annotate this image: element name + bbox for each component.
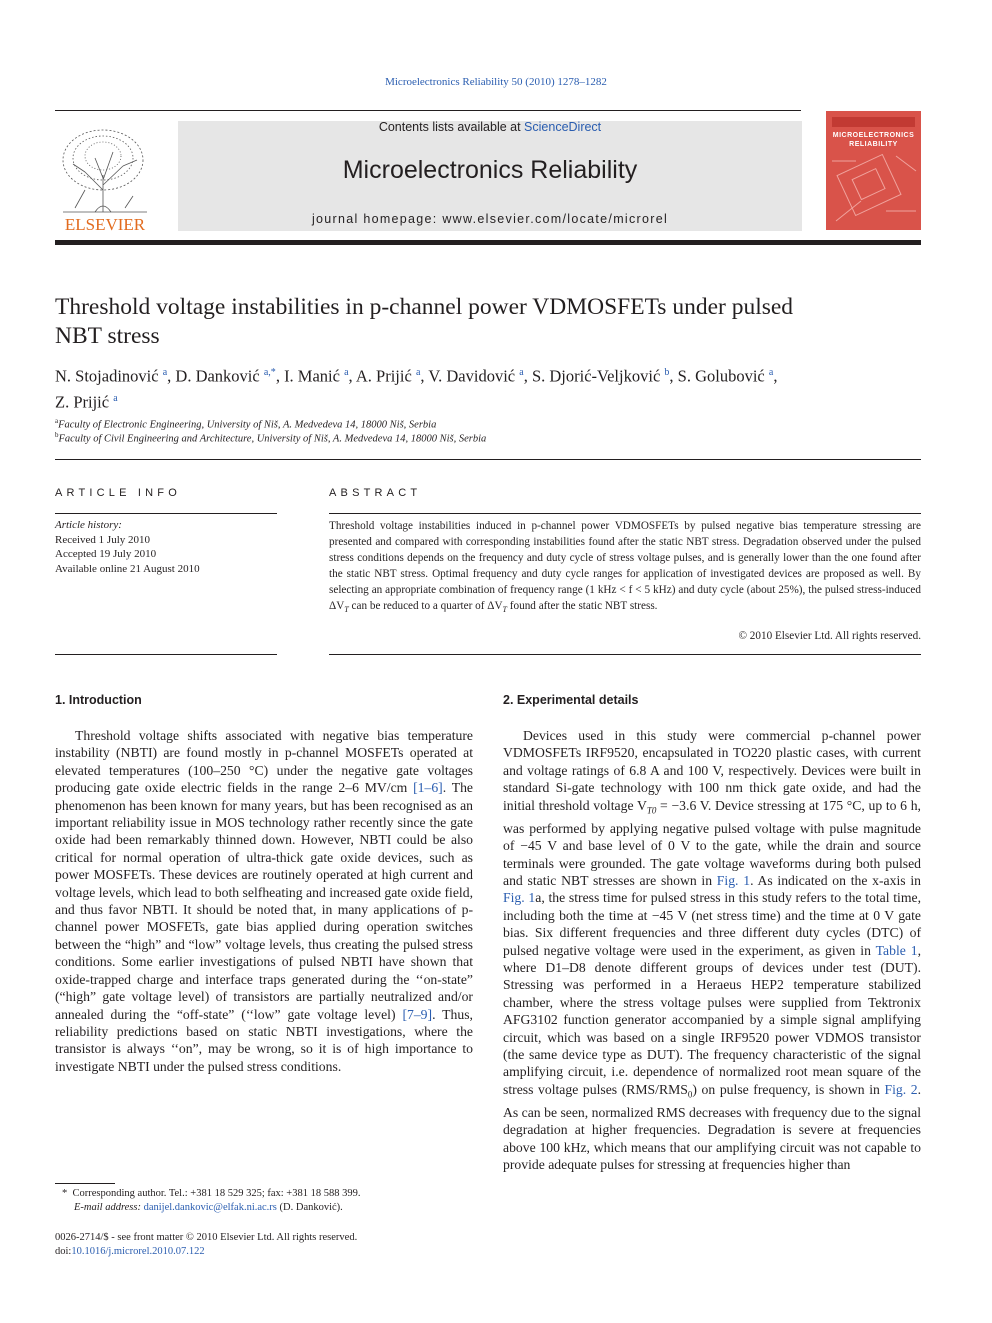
text-run: . As can be seen, normalized RMS decreases with frequency due to the signal degradation at higher frequencies. Degradation is severe at frequencies above 100 kHz, which means that our amplifying circuit was not capable to provide adequate pulses for stressing at frequencies higher than [503,1081,921,1173]
table-link[interactable]: Table 1 [875,942,918,958]
figure-link[interactable]: Fig. 1 [503,890,536,906]
author-name: Z. Prijić [55,392,110,411]
cover-title-line1: MICROELECTRONICS [832,132,915,139]
author-line-2 [55,388,921,414]
affiliation-b [55,431,921,445]
author-affiliation-marker[interactable]: a,* [263,367,276,378]
affiliation-a [55,417,921,431]
article-info-rule [55,513,277,514]
section-1-body [55,727,473,1075]
affiliation-rule [55,459,921,460]
sciencedirect-link[interactable]: ScienceDirect [524,120,602,134]
section-1-heading: 1. Introduction [55,693,142,707]
figure-link[interactable]: Fig. 2 [884,1081,918,1097]
text-run: a, the stress time for pulsed stress in this study refers to the total time, including both the time at −45 V (net stress time) and the time at 0 V gate bias. Six different frequencies and three different duty cycles (DTC) of pulsed negative voltage were used in the experiment, as given in [503,890,921,958]
author-name: A. Prijić [355,366,412,386]
author-name: N. Stojadinović [55,366,159,386]
reference-link[interactable]: [1–6] [413,780,443,796]
doi-line [55,1245,473,1259]
article-info-heading: ARTICLE INFO [55,487,181,499]
author-name: S. Djorić-Veljković [531,366,661,386]
section-1-paragraph [55,727,473,1075]
abstract-body [329,518,921,619]
author-name: V. Davidović [428,366,516,386]
reference-link[interactable]: [7–9] [402,1006,433,1022]
masthead-rule [55,240,921,245]
author-affiliation-marker[interactable]: a [113,392,118,404]
abstract-copyright: © 2010 Elsevier Ltd. All rights reserved. [738,630,921,642]
history-label: Article history: [55,519,122,531]
author-affiliation-marker[interactable]: a [519,367,524,378]
author-line-1: N. Stojadinović $^a$, D. Danković $^{a,*}$, I. Manić $^a$, A. Prijić $^a$, V. Davidović $^a$, S. Djorić-Veljković $^b$, S. Golubović $^a$, [55,366,778,386]
abstract-bottom-rule [329,654,921,655]
text-run: , where D1–D8 denote different groups of devices under test (DUT). Stressing was performed in a Heraeus HEP2 temperature stabilized chamber, where the stress voltage pulses were supplied from Tektronix AFG3102 function generator accompanied by a simple signal amplifying circuit, which was based on a single IRF9520 power VDMOS transistor (the same device type as DUT). The frequency characteristic of the signal amplifying circuit, i.e. dependence of normalized root mean square of the stress voltage pulses (RMS/RMS [503,942,921,1097]
elsevier-logo [55,120,155,235]
elsevier-wordmark: ELSEVIER [64,215,146,234]
corresponding-author-note [62,1187,473,1201]
text-run: ) on pulse frequency, is shown in [692,1081,885,1097]
author-affiliation-marker[interactable]: b [664,367,670,378]
affiliation-marker: a [55,417,59,425]
author-list [55,362,921,413]
figure-link[interactable]: Fig. 1 [716,872,751,888]
author-affiliation-marker[interactable]: a [415,367,421,378]
online-date: Available online 21 August 2010 [55,562,200,575]
corresponding-text: Corresponding author. Tel.: +381 18 529 325; fax: +381 18 588 399. [72,1188,361,1199]
email-note [62,1201,473,1215]
section-2-heading: 2. Experimental details [503,693,639,707]
subscript-t: T [502,605,507,615]
contents-prefix: Contents lists available at [378,120,525,134]
subscript-t0: T0 [646,805,657,816]
contents-line [178,120,802,134]
abstract-text-mid: can be reduced to a quarter of ΔV [348,600,503,613]
affiliation-text: Faculty of Civil Engineering and Architecture, University of Niš, A. Medvedeva 14, 18000 Niš, Serbia [58,433,487,445]
received-date: Received 1 July 2010 [55,533,151,546]
author-name: D. Danković [175,366,260,386]
cover-circuit-icon [826,111,921,230]
cover-title-line2: RELIABILITY [849,141,898,148]
text-run: Threshold voltage shifts associated with negative bias temperature instability (NBTI) are found mostly in p-channel MOSFETs operated at elevated temperatures (100–250 °C) under the negative gate voltages producing gate oxide electric fields in the range 2–6 MV/cm [55,728,473,796]
text-run: . Thus, reliability predictions based on static NBTI investigations, where the transistor is always ‘‘on”, may be wrong, so it is of high importance to investigate NBTI under the pulsed stress conditions. [55,1006,473,1074]
footnote-rule [55,1183,115,1184]
abstract-text-end: found after the static NBT stress. [507,600,658,613]
email-label: E-mail address: [74,1202,144,1213]
email-link[interactable]: danijel.dankovic@elfak.ni.ac.rs [143,1202,277,1213]
author-affiliation-marker[interactable]: a [768,367,774,378]
footnote-mark: * [62,1188,68,1199]
email-suffix: (D. Danković). [276,1202,343,1213]
article-title [55,293,921,351]
journal-homepage [178,212,802,226]
article-title-line1: Threshold voltage instabilities in p-channel power VDMOSFETs under pulsed [55,294,794,320]
elsevier-tree-icon [55,120,155,235]
section-2-body [503,727,921,1174]
abstract-rule [329,513,921,514]
text-run: Devices used in this study were commercial p-channel power VDMOSFETs IRF9520, encapsulated in TO220 plastic cases, with current and voltage ratings of 6.8 A and 100 V, respectively. Devices were built in standard Si-gate technology with 100 nm thick gate oxide, and had the initial threshold voltage V [503,728,921,813]
section-2-paragraph [503,727,921,1174]
author-affiliation-marker[interactable]: a [344,367,349,378]
subscript-0: 0 [687,1089,693,1100]
issn-line: 0026-2714/$ - see front matter © 2010 Elsevier Ltd. All rights reserved. [55,1232,358,1243]
doi-link[interactable]: 10.1016/j.microrel.2010.07.122 [71,1246,205,1257]
accepted-date: Accepted 19 July 2010 [55,548,157,560]
header-rule [55,110,801,111]
author-name: S. Golubović [677,366,765,386]
journal-name: Microelectronics Reliability [342,156,638,184]
homepage-prefix: journal homepage: [311,212,443,226]
journal-cover [826,111,921,230]
homepage-url[interactable]: www.elsevier.com/locate/microrel [442,212,669,226]
doi-label: doi: [55,1246,72,1257]
front-matter [55,1231,473,1259]
article-info-bottom-rule [55,654,277,655]
subscript-t: T [344,605,349,615]
abstract-text: Threshold voltage instabilities induced in p-channel power VDMOSFETs by pulsed negative bias temperature stressing are presented and compared with corresponding instabilities found after the static NBT stress. Degradation observed under the pulsed stress conditions depends on the frequency and duty cycle of stress voltage pulses, and is generally lower than the one found after the static NBT stress. Optimal frequency and duty cycle ranges for application of investigated devices are proposed as well. By selecting an appropriate combination of frequency range (1 kHz < f < 5 kHz) and duty cycle (about 25%), the pulsed stress-induced ΔV [329,520,921,613]
footnote [62,1187,473,1215]
affiliation-text: Faculty of Electronic Engineering, University of Niš, A. Medvedeva 14, 18000 Niš, Serbia [58,419,437,431]
text-run: . As indicated on the x-axis in [750,872,921,888]
author-name: I. Manić [284,366,340,386]
article-history [55,518,277,576]
journal-citation[interactable]: Microelectronics Reliability 50 (2010) 1278–1282 [385,76,607,88]
abstract-heading: ABSTRACT [329,487,422,499]
text-run: = −3.6 V. Device stressing at 175 °C, up to 6 h, was performed by applying negative pulsed voltage with pulse magnitude of −45 V and base level of 0 V to the gate, while the drain and source terminals were grounded. The gate voltage waveforms during both pulsed and static NBT stresses are shown in [503,797,921,888]
affiliation-marker: b [55,431,59,439]
author-affiliation-marker[interactable]: a [162,367,168,378]
article-title-line2: NBT stress [55,323,160,349]
text-run: . The phenomenon has been known for many years, but has been recognised as an important reliability issue in MOS technology rather recently since the gate oxide had been remarkably thinned down. However, NBTI could be also critical for normal operation of ultra-thick gate oxide devices, such as power MOSFETs. These devices are routinely operated at high current and voltage levels, which lead to both selfheating and increased gate oxide field, and thus favor NBTI. It should be noted that, in many applications of p-channel power MOSFETs, gate bias applied during operation switches between the “high” and “low” voltage levels, thus creating the pulsed stress conditions. Some earlier investigations of pulsed NBTI have shown that oxide-trapped charge and interface traps generated during the ‘‘on-state” (“high” gate voltage level) of transistors are partially neutralized and/or annealed during the “off-state” (‘‘low” gate voltage level) [55,780,473,1022]
